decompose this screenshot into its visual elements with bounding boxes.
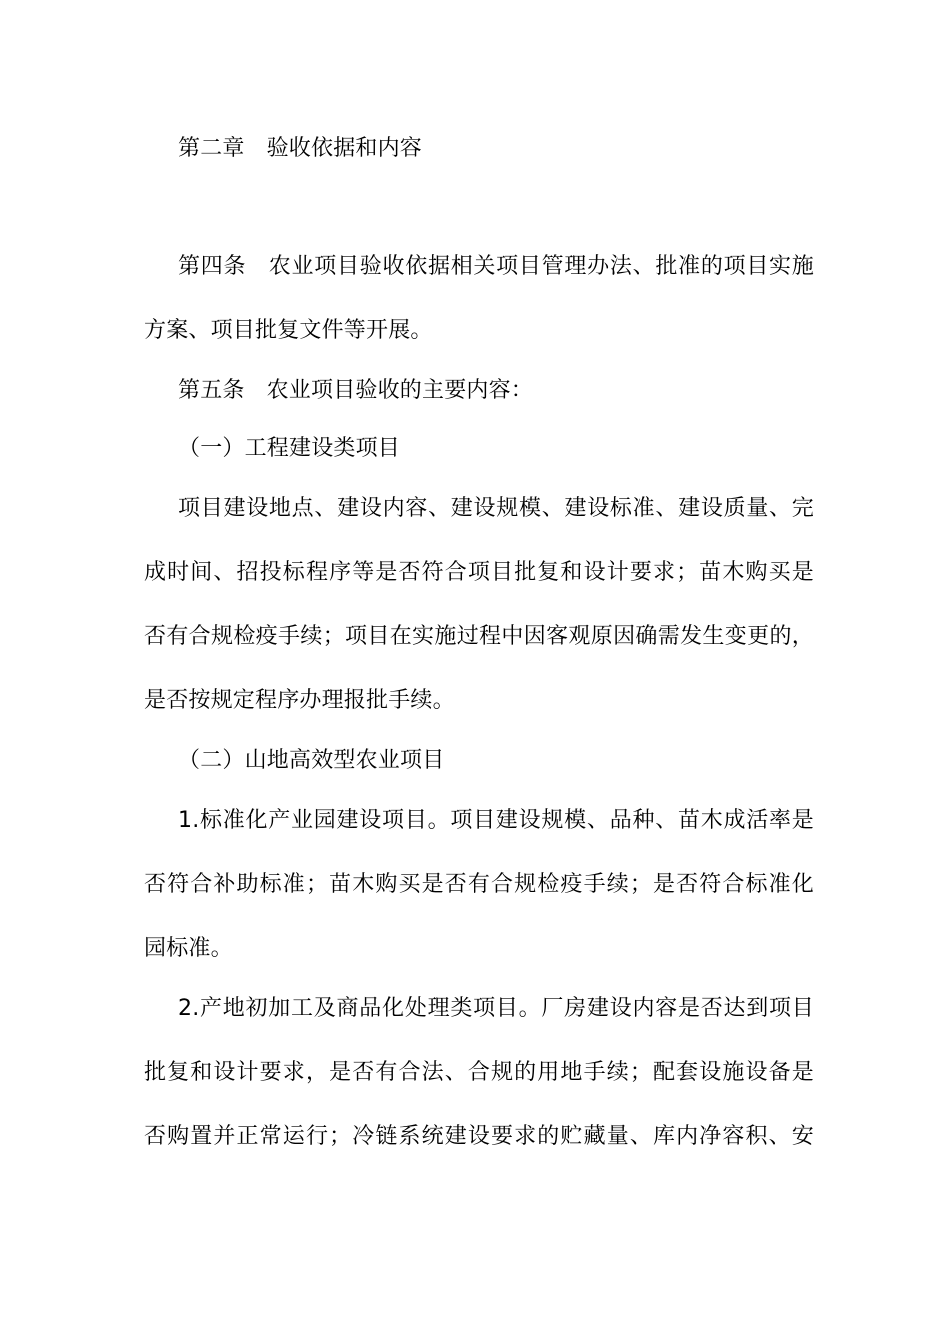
section2-item1-line-3: 园标准。 <box>144 936 233 961</box>
article5-intro: 农业项目验收的主要内容： <box>266 378 534 403</box>
section1-line-3: 否有合规检疫手续；项目在实施过程中因客观原因确需发生变更的， <box>144 624 814 649</box>
section1-line-1: 项目建设地点、建设内容、建设规模、建设标准、建设质量、完 <box>178 496 814 521</box>
article5-line <box>178 376 814 406</box>
article4-line-1 <box>178 252 814 282</box>
chapter-heading <box>178 134 814 164</box>
section2-item2-line-2: 批复和设计要求，是否有合法、合规的用地手续；配套设施设备是 <box>144 1060 814 1085</box>
article5-label: 第五条 <box>178 378 245 403</box>
chapter-title: 验收依据和内容 <box>266 136 423 161</box>
section2-heading: （二）山地高效型农业项目 <box>178 748 445 773</box>
section2-item1-line-1: 1.标准化产业园建设项目。项目建设规模、品种、苗木成活率是 <box>178 808 814 833</box>
section2-item1-line-2: 否符合补助标准；苗木购买是否有合规检疫手续；是否符合标准化 <box>144 872 814 897</box>
section1-heading: （一）工程建设类项目 <box>178 436 401 461</box>
article4-text-1: 农业项目验收依据相关项目管理办法、批准的项目实施 <box>268 254 814 279</box>
section1-line-2: 成时间、招投标程序等是否符合项目批复和设计要求；苗木购买是 <box>144 560 814 585</box>
article4-label: 第四条 <box>178 254 247 279</box>
section1-line-4: 是否按规定程序办理报批手续。 <box>144 688 455 713</box>
article4-line-2: 方案、项目批复文件等开展。 <box>144 318 433 343</box>
section2-item2-line-1: 2.产地初加工及商品化处理类项目。厂房建设内容是否达到项目 <box>178 996 814 1021</box>
section2-item2-line-3: 否购置并正常运行；冷链系统建设要求的贮藏量、库内净容积、安 <box>144 1124 814 1149</box>
chapter-number: 第二章 <box>178 136 245 161</box>
